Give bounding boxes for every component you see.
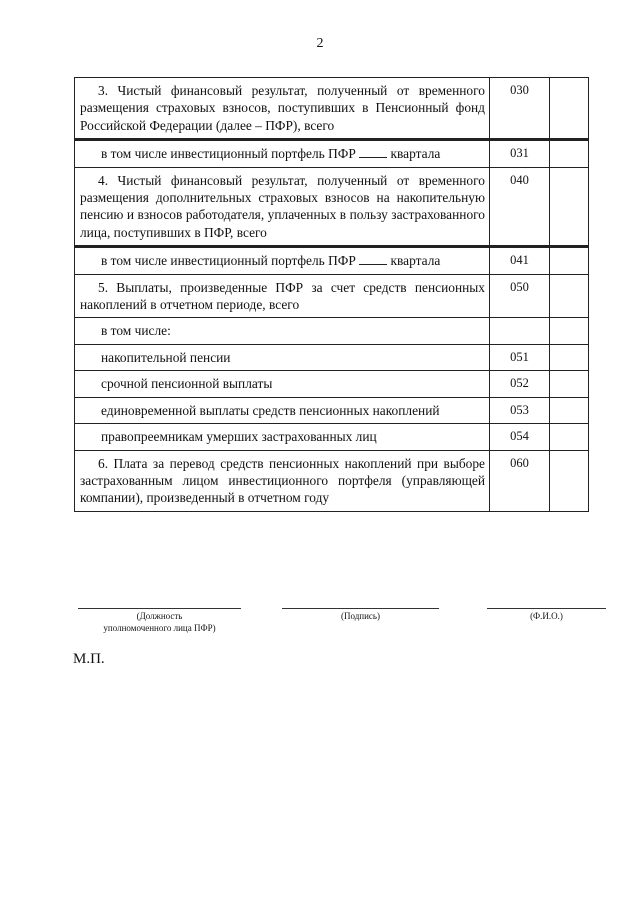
row-description: 4. Чистый финансовый результат, полученный от временного размещения дополнительных страховых взносов на накопительную пенсию и взносов работодателя, уплаченных в пользу застрахованного лица, поступивших в ПФР, всего [75,167,490,247]
row-value-cell [550,140,589,167]
row-code: 030 [490,78,550,140]
row-description: срочной пенсионной выплаты [75,371,490,397]
row-description: правопреемникам умерших застрахованных лиц [75,424,490,450]
table-row [75,371,589,397]
row-value-cell [550,78,589,140]
row-code: 052 [490,371,550,397]
row-description [75,140,490,167]
position-label: (Должность [136,611,183,621]
table-row [75,397,589,423]
position-label-continued: уполномоченного лица ПФР) [103,623,216,633]
row-description: 5. Выплаты, произведенные ПФР за счет средств пенсионных накоплений в отчетном периоде, всего [75,274,490,318]
table-row [75,140,589,167]
row-description-suffix: квартала [390,146,441,162]
table-row [75,78,589,140]
stamp-placeholder: М.П. [73,651,105,667]
row-description: в том числе: [75,318,490,344]
row-value-cell [550,274,589,318]
row-description-prefix: в том числе инвестиционный портфель ПФР [101,146,356,162]
row-code: 054 [490,424,550,450]
page-number: 2 [316,36,324,51]
signature-line [282,608,439,609]
row-code: 051 [490,344,550,370]
row-description-suffix: квартала [390,253,441,269]
row-value-cell [550,424,589,450]
row-code: 060 [490,450,550,511]
row-description: 3. Чистый финансовый результат, полученный от временного размещения страховых взносов, поступивших в Пенсионный фонд Российской Федерации (далее – ПФР), всего [75,78,490,140]
table-row [75,424,589,450]
table-row [75,247,589,274]
row-code: 053 [490,397,550,423]
signature-label: (Подпись) [340,611,381,621]
table-row [75,344,589,370]
name-label: (Ф.И.О.) [530,611,563,621]
row-description: накопительной пенсии [75,344,490,370]
table-row [75,274,589,318]
table-row [75,450,589,511]
quarter-blank-line [359,145,387,158]
row-code: 041 [490,247,550,274]
row-value-cell [550,247,589,274]
row-description: 6. Плата за перевод средств пенсионных накоплений при выборе застрахованным лицом инвестиционного портфеля (управляющей компании), произведенный в отчетном году [75,450,490,511]
row-value-cell [550,371,589,397]
row-code: 031 [490,140,550,167]
row-description: единовременной выплаты средств пенсионных накоплений [75,397,490,423]
table-row [75,167,589,247]
quarter-blank-line [359,252,387,265]
row-code: 050 [490,274,550,318]
row-code: 040 [490,167,550,247]
row-value-cell [550,167,589,247]
row-value-cell [550,318,589,344]
row-description-prefix: в том числе инвестиционный портфель ПФР [101,253,356,269]
table-row [75,318,589,344]
name-signature-line [487,608,606,609]
row-value-cell [550,344,589,370]
report-table [74,77,589,512]
row-code [490,318,550,344]
position-signature-line [78,608,241,609]
row-description [75,247,490,274]
row-value-cell [550,397,589,423]
row-value-cell [550,450,589,511]
